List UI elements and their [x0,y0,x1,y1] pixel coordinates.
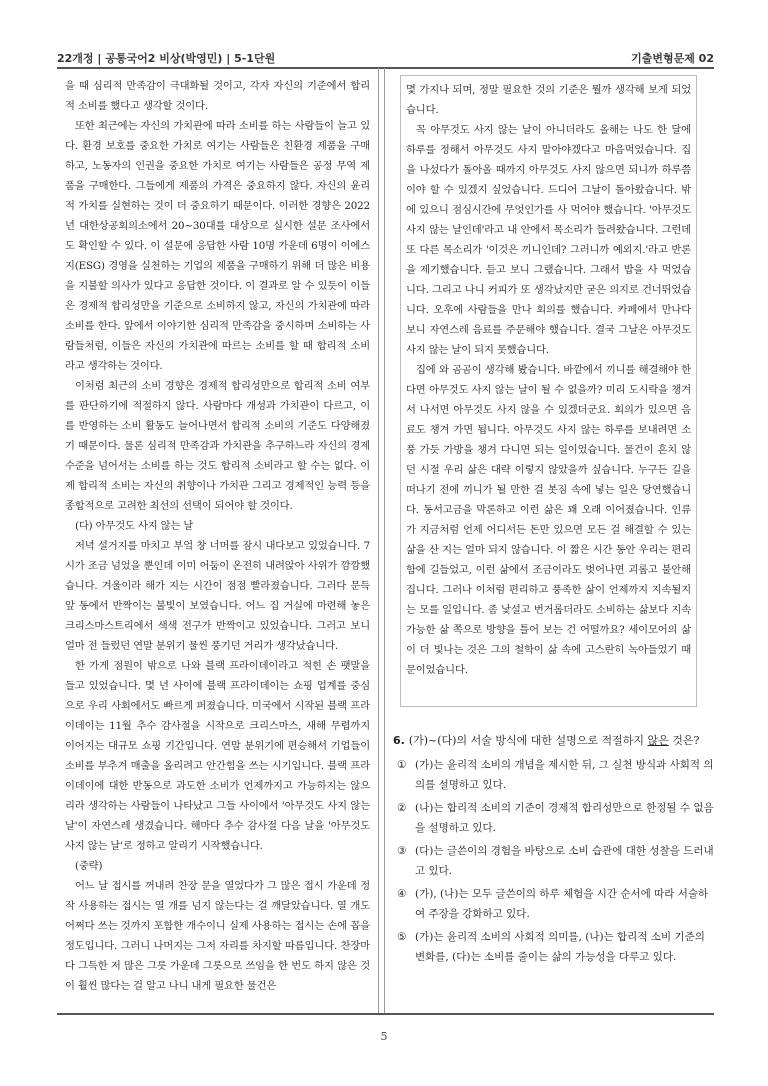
answer-option[interactable] [393,798,715,838]
question-number: 6. [393,734,405,747]
header-course-info: 22개정 | 공통국어2 비상(박영민) | 5-1단원 [57,52,276,65]
left-paragraph: 어느 날 접시를 꺼내려 찬장 문을 열었다가 그 많은 접시 가운데 정작 사용하는 접시는 열 개를 넘지 않는다는 걸 깨달았습니다. 열 개도 어쩌다 쓰는 것까지 포함한 개수이니 실제 사용하는 접시는 손에 꼽을 정도입니다. 그러니 나머지는 그저 자리를 차지할 따름입니다. 찬장마다 그득한 저 많은 그릇 가운데 그릇으로 쓰임을 한 번도 하지 않은 것이 훨씬 많다는 걸 알고 나니 내게 필요한 물건은 [65,880,370,992]
left-paragraph: 또한 최근에는 자신의 가치관에 따라 소비를 하는 사람들이 늘고 있다. 환경 보호를 중요한 가치로 여기는 사람들은 친환경 제품을 구매하고, 노동자의 인권을 중요한 가치로 여기는 사람들은 공정 무역 제품을 구매한다. 그들에게 제품의 가격은 중요하지 않다. 자신의 윤리적 가치를 실현하는 것이 더 중요하기 때문이다. 이러한 경향은 2022년 대한상공회의소에서 20~30대를 대상으로 실시한 설문 조사에서도 확인할 수 있다. 이 설문에 응답한 사람 10명 가운데 6명이 이에스지(ESG) 경영을 실천하는 기업의 제품을 구매하기 위해 더 많은 비용을 지불할 의사가 있다고 응답한 것이다. 이 결과로 알 수 있듯이 이들은 경제적 합리성만을 기준으로 소비하지 않고, 자신의 가치관에 따라 소비를 한다. 앞에서 이야기한 심리적 만족감을 중시하며 소비하는 사람들처럼, 이들은 자신의 가치관에 따르는 소비를 할 때 합리적 소비라고 생각하는 것이다. [65,120,370,372]
passage-right-text [406,80,691,680]
answer-option[interactable] [393,927,715,967]
passage-left-text [65,76,370,996]
answer-option[interactable] [393,841,715,881]
page-number: 5 [380,1030,388,1043]
stem-text-a: (가)~(다)의 서술 방식에 대한 설명으로 적절하지 [408,734,648,747]
right-column [384,68,714,1013]
option-marker: ② [397,802,407,814]
footer-rule [57,1013,714,1015]
right-paragraph: 집에 와 곰곰이 생각해 봤습니다. 바깥에서 끼니를 해결해야 한다면 아무것도 사지 않는 날이 될 수 없을까? 미리 도시락을 챙겨서 나서면 아무것도 사지 않을 수 있겠더군요. 회의가 있으면 음료도 챙겨 가면 됩니다. 아무것도 사지 않는 하루를 보내려면 소풍 가듯 가방을 챙겨 다니면 되는 일이었습니다. 물건이 흔치 않던 시절 우리 삶은 대략 이렇지 않았을까 싶습니다. 누구든 길을 떠나기 전에 끼니가 될 만한 걸 봇짐 속에 넣는 일은 당연했습니다. 동서고금을 막론하고 이런 삶은 꽤 오래 이어졌습니다. 인류가 지금처럼 언제 어디서든 돈만 있으면 모든 걸 해결할 수 있는 삶을 산 지는 얼마 되지 않습니다. 이 짧은 시간 동안 우리는 편리함에 길들었고, 이런 삶에서 조금이라도 벗어나면 괴롭고 불안해집니다. 그러나 이처럼 편리하고 풍족한 삶이 언제까지 지속될지는 모를 일입니다. 좀 낯설고 번거롭더라도 소비하는 삶보다 지속 가능한 삶 쪽으로 방향을 틀어 보는 건 어떨까요? 세이모어의 삶이 더 빛나는 것은 그의 철학이 삶 속에 고스란히 녹아들었기 때문이었습니다. [406,364,691,676]
option-text: (가)는 윤리적 소비의 사회적 의미를, (나)는 합리적 소비 기준의 변화를, (다)는 소비를 줄이는 삶의 가능성을 다루고 있다. [415,931,705,963]
left-paragraph: (다) 아무것도 사지 않는 날 [75,520,194,532]
option-text: (가), (나)는 모두 글쓴이의 하루 체험을 시간 순서에 따라 서술하여 주장을 강화하고 있다. [415,888,709,920]
option-marker: ④ [397,888,407,900]
header-doc-title: 기출변형문제 02 [631,52,714,65]
answer-options [393,755,715,967]
left-paragraph: 한 가게 점원이 밖으로 나와 블랙 프라이데이라고 적힌 손 팻말을 들고 있었습니다. 몇 년 사이에 블랙 프라이데이는 쇼핑 업계를 중심으로 우리 사회에서도 빠르게 퍼졌습니다. 미국에서 시작된 블랙 프라이데이는 11월 추수 감사절을 시작으로 크리스마스, 새해 무렵까지 이어지는 대규모 쇼핑 기간입니다. 연말 분위기에 편승해서 기업들이 소비를 부추겨 매출을 올리려고 안간힘을 쓰는 시기입니다. 블랙 프라이데이에 대한 반동으로 과도한 소비가 언제까지고 가능하지는 않으리라 생각하는 사람들이 나타났고 그들 사이에서 '아무것도 사지 않는 날'이 자연스레 생겼습니다. 해마다 추수 감사절 다음 날을 '아무것도 사지 않는 날'로 정하고 알리기 시작했습니다. [65,660,370,852]
stem-text-b: 것은? [668,734,700,747]
stem-underlined: 않은 [647,734,669,747]
option-marker: ③ [397,845,407,857]
right-paragraph: 꼭 아무것도 사지 않는 날이 아니더라도 올해는 나도 한 달에 하루를 정해서 아무것도 사지 말아야겠다고 마음먹었습니다. 집을 나섰다가 돌아올 때까지 아무것도 사지 않으면 되니까 하루쯤이야 할 수 있겠지 싶었습니다. 드디어 그날이 돌아왔습니다. 밖에 있으니 점심시간에 무엇인가를 사 먹어야 했습니다. '아무것도 사지 않는 날인데'라고 내 안에서 목소리가 들려왔습니다. 그런데 또 다른 목소리가 '이것은 끼니인데? 그러니까 예외지.'라고 반론을 제기했습니다. 듣고 보니 그랬습니다. 그래서 밥을 사 먹었습니다. 그리고 나니 커피가 또 생각났지만 굳은 의지로 건너뛰었습니다. 오후에 사람들을 만나 회의를 했습니다. 카페에서 만나다 보니 자연스레 음료를 주문해야 했습니다. 결국 그날은 아무것도 사지 않는 날이 되지 못했습니다. [406,124,691,356]
option-text: (다)는 글쓴이의 경험을 바탕으로 소비 습관에 대한 성찰을 드러내고 있다. [415,845,714,877]
right-paragraph: 몇 가지나 되며, 정말 필요한 것의 기준은 뭘까 생각해 보게 되었습니다. [406,84,691,116]
answer-option[interactable] [393,884,715,924]
passage-continuation-box [400,75,697,707]
question-6 [393,731,715,970]
left-paragraph: 을 때 심리적 만족감이 극대화될 것이고, 각자 자신의 기준에서 합리적 소비를 했다고 생각할 것이다. [65,80,370,112]
answer-option[interactable] [393,755,715,795]
page-header [57,48,714,66]
left-column [57,68,379,1013]
option-marker: ① [397,759,407,771]
option-text: (가)는 윤리적 소비의 개념을 제시한 뒤, 그 실천 방식과 사회적 의의를 설명하고 있다. [415,759,714,791]
left-paragraph: 이처럼 최근의 소비 경향은 경제적 합리성만으로 합리적 소비 여부를 판단하기에 적절하지 않다. 사람마다 개성과 가치관이 다르고, 이를 반영하는 소비 활동도 늘어나면서 합리적 소비의 기준도 다양해졌기 때문이다. 물론 심리적 만족감과 가치관을 추구하느라 자신의 경제 수준을 넘어서는 소비를 하는 것도 합리적 소비라고 할 수는 없다. 이제 합리적 소비는 자신의 취향이나 가치관 그리고 경제적인 능력 등을 종합적으로 고려한 최선의 선택이 되어야 할 것이다. [65,380,370,512]
left-paragraph: 저녁 설거지를 마치고 부엌 창 너머를 잠시 내다보고 있었습니다. 7시가 조금 넘었을 뿐인데 이미 어둠이 온전히 내려앉아 사위가 깜깜했습니다. 겨울이라 해가 지는 시간이 점점 빨라졌습니다. 그러다 문득 앞 동에서 반짝이는 불빛이 보였습니다. 어느 집 거실에 마련해 놓은 크리스마스트리에서 색색 전구가 반짝이고 있었습니다. 그러고 보니 얼마 전 들렀던 연말 분위기 물씬 풍기던 거리가 생각났습니다. [65,540,370,652]
question-stem [393,731,715,751]
left-paragraph: (중략) [75,860,103,872]
option-text: (나)는 합리적 소비의 기준이 경제적 합리성만으로 한정될 수 없음을 설명하고 있다. [415,802,714,834]
option-marker: ⑤ [397,931,407,943]
